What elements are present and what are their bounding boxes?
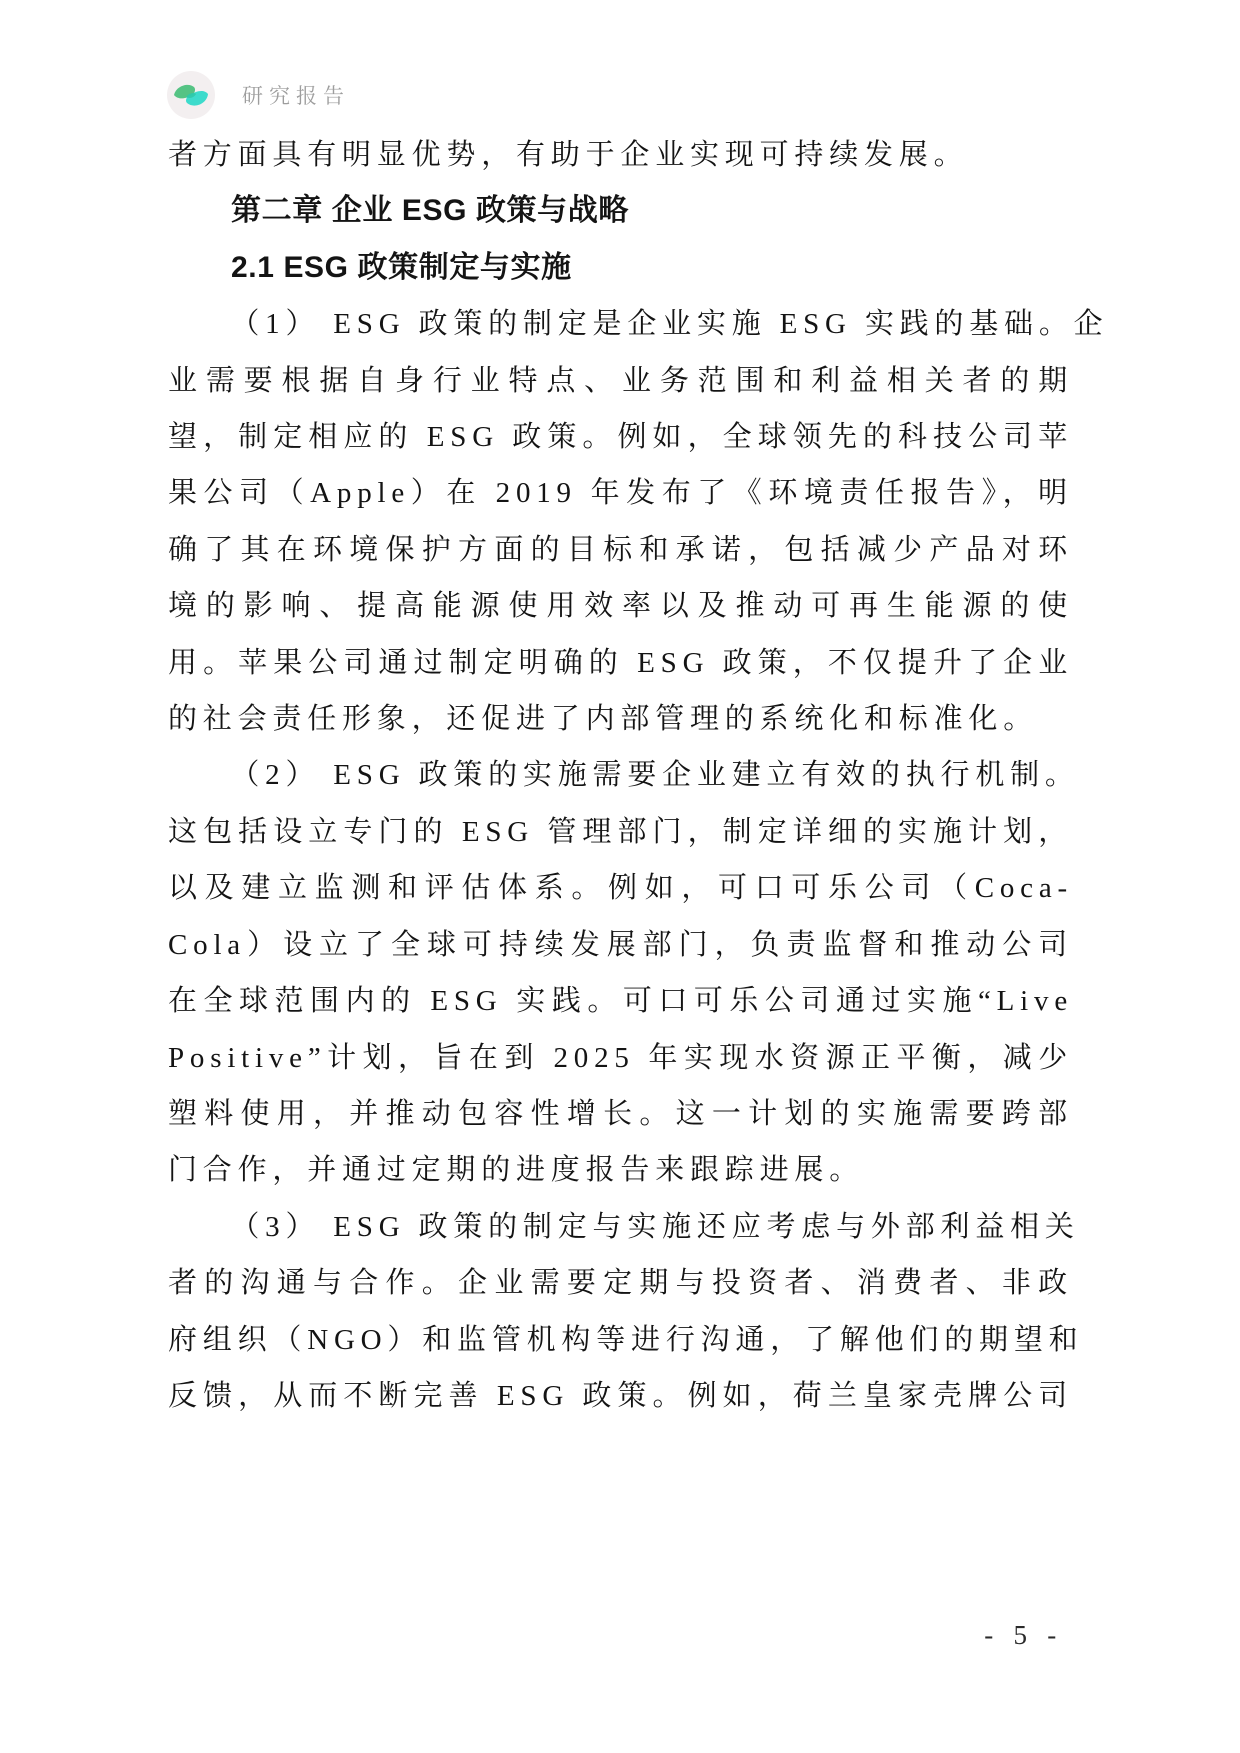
paragraph-2 [168,747,1080,1198]
text-line: （3） ESG 政策的制定与实施还应考虑与外部利益相关 [230,1210,1080,1243]
page-number: - 5 - [984,1620,1063,1650]
paragraph-3 [168,1199,1084,1425]
text-line: Positive”计划，旨在到 2025 年实现水资源正平衡，减少 [168,1041,1073,1074]
continuation-line: 者方面具有明显优势，有助于企业实现可持续发展。 [168,139,969,171]
paragraph-1 [168,296,1109,747]
text-line: 确了其在环境保护方面的目标和承诺，包括减少产品对环 [168,533,1073,566]
text-line: 境的影响、提高能源使用效率以及推动可再生能源的使 [168,590,1073,623]
text-line: Cola）设立了全球可持续发展部门，负责监督和推动公司 [168,928,1073,961]
text-line: 以及建立监测和评估体系。例如，可口可乐公司（Coca- [168,872,1073,905]
brand-name: 研究报告 [242,84,350,108]
brand-logo-icon [166,70,216,120]
text-line: （2） ESG 政策的实施需要企业建立有效的执行机制。 [230,759,1080,792]
text-line: 门合作，并通过定期的进度报告来跟踪进展。 [168,1154,865,1187]
text-line: 这包括设立专门的 ESG 管理部门，制定详细的实施计划， [168,815,1073,848]
text-line: （1） ESG 政策的制定是企业实施 ESG 实践的基础。企 [230,308,1109,341]
text-line: 望，制定相应的 ESG 政策。例如，全球领先的科技公司苹 [168,421,1073,454]
document-body [168,127,1109,1424]
text-line: 的社会责任形象，还促进了内部管理的系统化和标准化。 [168,703,1039,736]
text-line: 府组织（NGO）和监管机构等进行沟通，了解他们的期望和 [168,1323,1084,1356]
text-line: 者的沟通与合作。企业需要定期与投资者、消费者、非政 [168,1267,1073,1300]
text-line: 果公司（Apple）在 2019 年发布了《环境责任报告》，明 [168,477,1073,510]
text-line: 用。苹果公司通过制定明确的 ESG 政策，不仅提升了企业 [168,646,1073,679]
section-heading: 2.1 ESG 政策制定与实施 [231,250,572,284]
report-header [166,70,350,120]
text-line: 在全球范围内的 ESG 实践。可口可乐公司通过实施“Live [168,985,1073,1018]
text-line: 业需要根据自身行业特点、业务范围和利益相关者的期 [168,364,1073,397]
text-line: 塑料使用，并推动包容性增长。这一计划的实施需要跨部 [168,1097,1073,1130]
chapter-heading: 第二章 企业 ESG 政策与战略 [231,194,629,228]
text-line: 反馈，从而不断完善 ESG 政策。例如，荷兰皇家壳牌公司 [168,1379,1073,1412]
